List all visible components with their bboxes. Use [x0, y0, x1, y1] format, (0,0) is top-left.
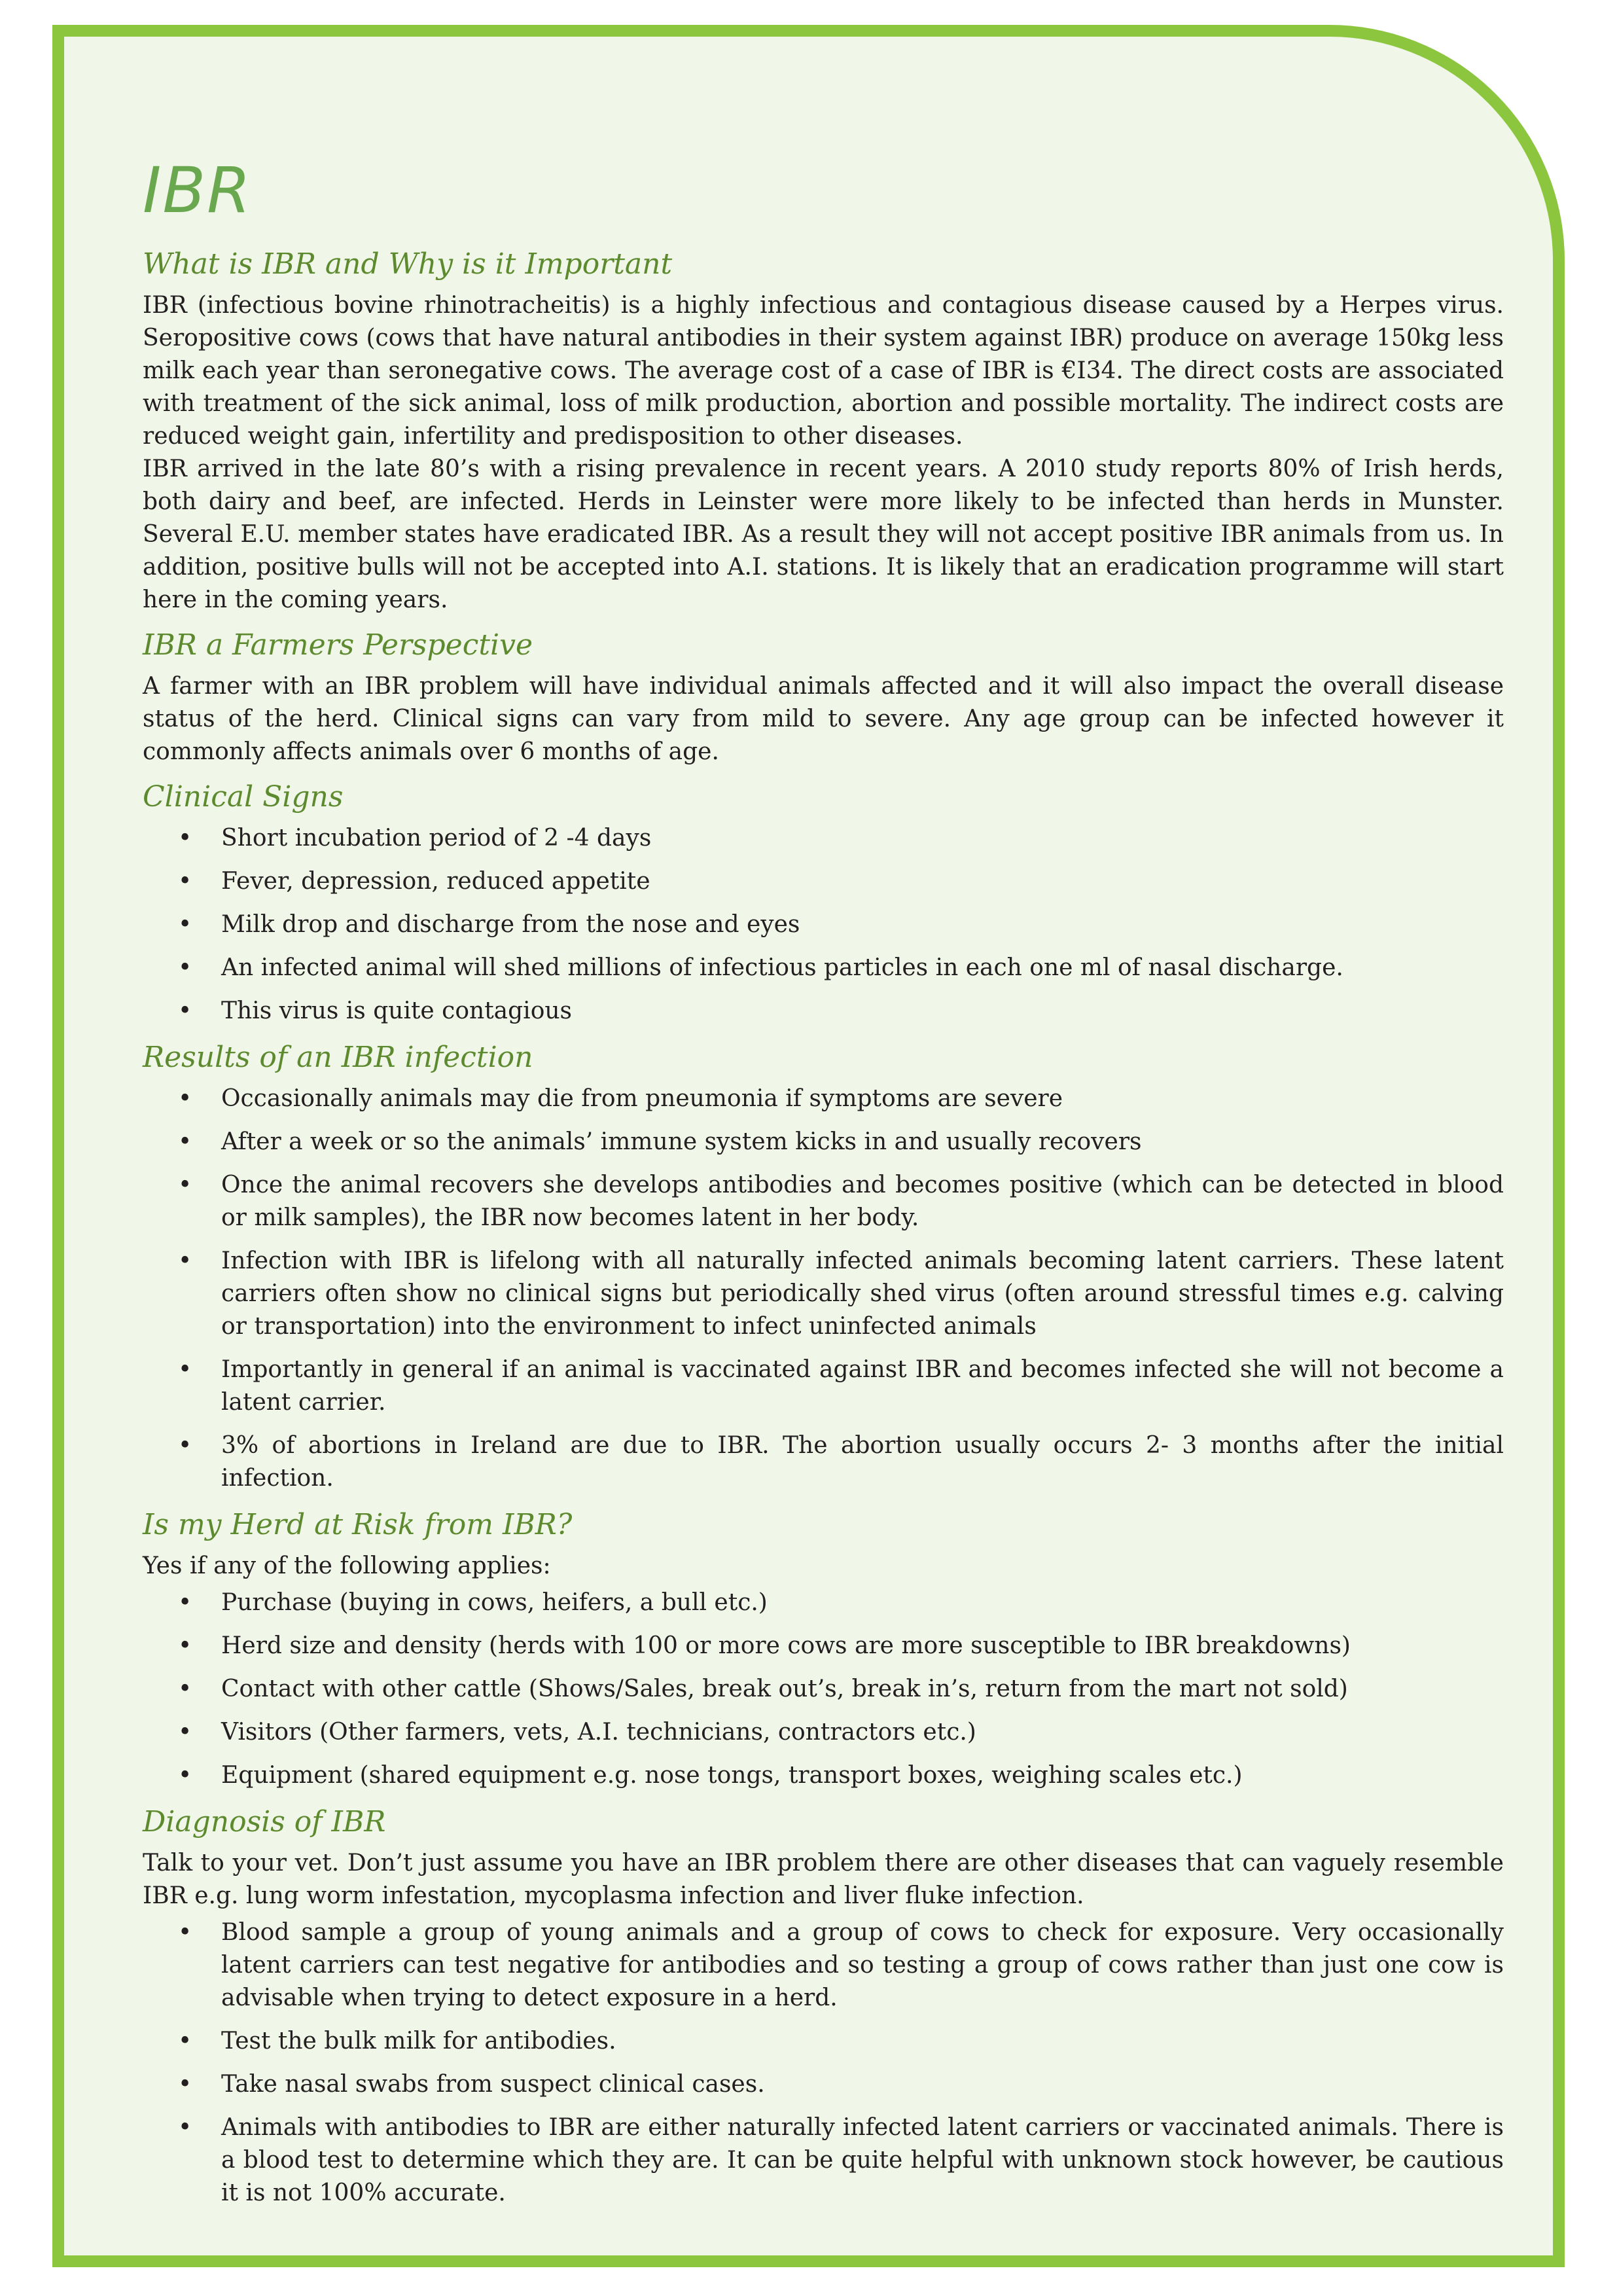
bullet-list — [143, 1083, 1504, 1495]
list-item: • This virus is quite contagious — [221, 995, 1504, 1028]
list-item: • 3% of abortions in Ireland are due to IBR. The abortion usually occurs 2- 3 months after the initial infection. — [221, 1429, 1504, 1495]
bullet-list — [143, 1587, 1504, 1792]
list-item: • Herd size and density (herds with 100 or more cows are more susceptible to IBR breakdowns) — [221, 1630, 1504, 1662]
bullet-list — [143, 822, 1504, 1028]
section-heading: Diagnosis of IBR — [143, 1805, 386, 1839]
list-item: • Milk drop and discharge from the nose and eyes — [221, 908, 1504, 941]
section-heading: Clinical Signs — [143, 780, 344, 814]
list-item: • Occasionally animals may die from pneumonia if symptoms are severe — [221, 1083, 1504, 1115]
list-item: • Infection with IBR is lifelong with all naturally infected animals becoming latent carriers. These latent carriers often show no clinical signs but periodically shed virus (often around stressful times e.g. calving or transportation) into the environment to infect uninfected animals — [221, 1245, 1504, 1343]
list-item: • Equipment (shared equipment e.g. nose tongs, transport boxes, weighing scales etc.) — [221, 1759, 1504, 1792]
section-heading: Is my Herd at Risk from IBR? — [143, 1508, 573, 1541]
list-item: • Test the bulk milk for antibodies. — [221, 2025, 1504, 2058]
list-item: • Animals with antibodies to IBR are either naturally infected latent carriers or vaccinated animals. There is a blood test to determine which they are. It can be quite helpful with unknown stock however, be cautious it is not 100% accurate. — [221, 2111, 1504, 2210]
section-heading: Results of an IBR infection — [143, 1041, 533, 1074]
list-item: • Visitors (Other farmers, vets, A.I. technicians, contractors etc.) — [221, 1716, 1504, 1749]
page-frame — [52, 25, 1565, 2267]
paragraph: IBR (infectious bovine rhinotracheitis) is a highly infectious and contagious disease caused by a Herpes virus. Seropositive cows (cows that have natural antibodies in their system against IBR) produce on average 150kg less milk each year than seronegative cows. The average cost of a case of IBR is €I34. The direct costs are associated with treatment of the sick animal, loss of milk production, abortion and possible mortality. The indirect costs are reduced weight gain, infertility and predisposition to other diseases. — [143, 292, 1504, 450]
list-item: • Blood sample a group of young animals and a group of cows to check for exposure. Very occasionally latent carriers can test negative for antibodies and so testing a group of cows rather than just one cow is advisable when trying to detect exposure in a herd. — [221, 1916, 1504, 2015]
paragraph: A farmer with an IBR problem will have individual animals affected and it will also impact the overall disease status of the herd. Clinical signs can vary from mild to severe. Any age group can be infected however it commonly affects animals over 6 months of age. — [143, 673, 1504, 765]
paragraph: IBR arrived in the late 80’s with a rising prevalence in recent years. A 2010 study reports 80% of Irish herds, both dairy and beef, are infected. Herds in Leinster were more likely to be infected than herds in Munster. Several E.U. member states have eradicated IBR. As a result they will not accept positive IBR animals from us. In addition, positive bulls will not be accepted into A.I. stations. It is likely that an eradication programme will start here in the coming years. — [143, 456, 1504, 613]
list-item: • Contact with other cattle (Shows/Sales, break out’s, break in’s, return from the mart not sold) — [221, 1673, 1504, 1706]
document-content — [143, 154, 1504, 2220]
list-item: • Once the animal recovers she develops antibodies and becomes positive (which can be detected in blood or milk samples), the IBR now becomes latent in her body. — [221, 1169, 1504, 1234]
list-item: • After a week or so the animals’ immune system kicks in and usually recovers — [221, 1126, 1504, 1158]
paragraph: Yes if any of the following applies: — [143, 1552, 551, 1579]
list-item: • An infected animal will shed millions of infectious particles in each one ml of nasal discharge. — [221, 952, 1504, 984]
list-item: • Take nasal swabs from suspect clinical cases. — [221, 2068, 1504, 2101]
document-title: IBR — [143, 154, 252, 227]
section-heading: What is IBR and Why is it Important — [143, 247, 673, 281]
list-item: • Purchase (buying in cows, heifers, a bull etc.) — [221, 1587, 1504, 1619]
list-item: • Importantly in general if an animal is vaccinated against IBR and becomes infected she will not become a latent carrier. — [221, 1354, 1504, 1419]
section-heading: IBR a Farmers Perspective — [143, 628, 533, 662]
bullet-list — [143, 1916, 1504, 2210]
paragraph: Talk to your vet. Don’t just assume you have an IBR problem there are other diseases that can vaguely resemble IBR e.g. lung worm infestation, mycoplasma infection and liver fluke infection. — [143, 1850, 1504, 1909]
list-item: • Fever, depression, reduced appetite — [221, 865, 1504, 898]
list-item: • Short incubation period of 2 -4 days — [221, 822, 1504, 855]
